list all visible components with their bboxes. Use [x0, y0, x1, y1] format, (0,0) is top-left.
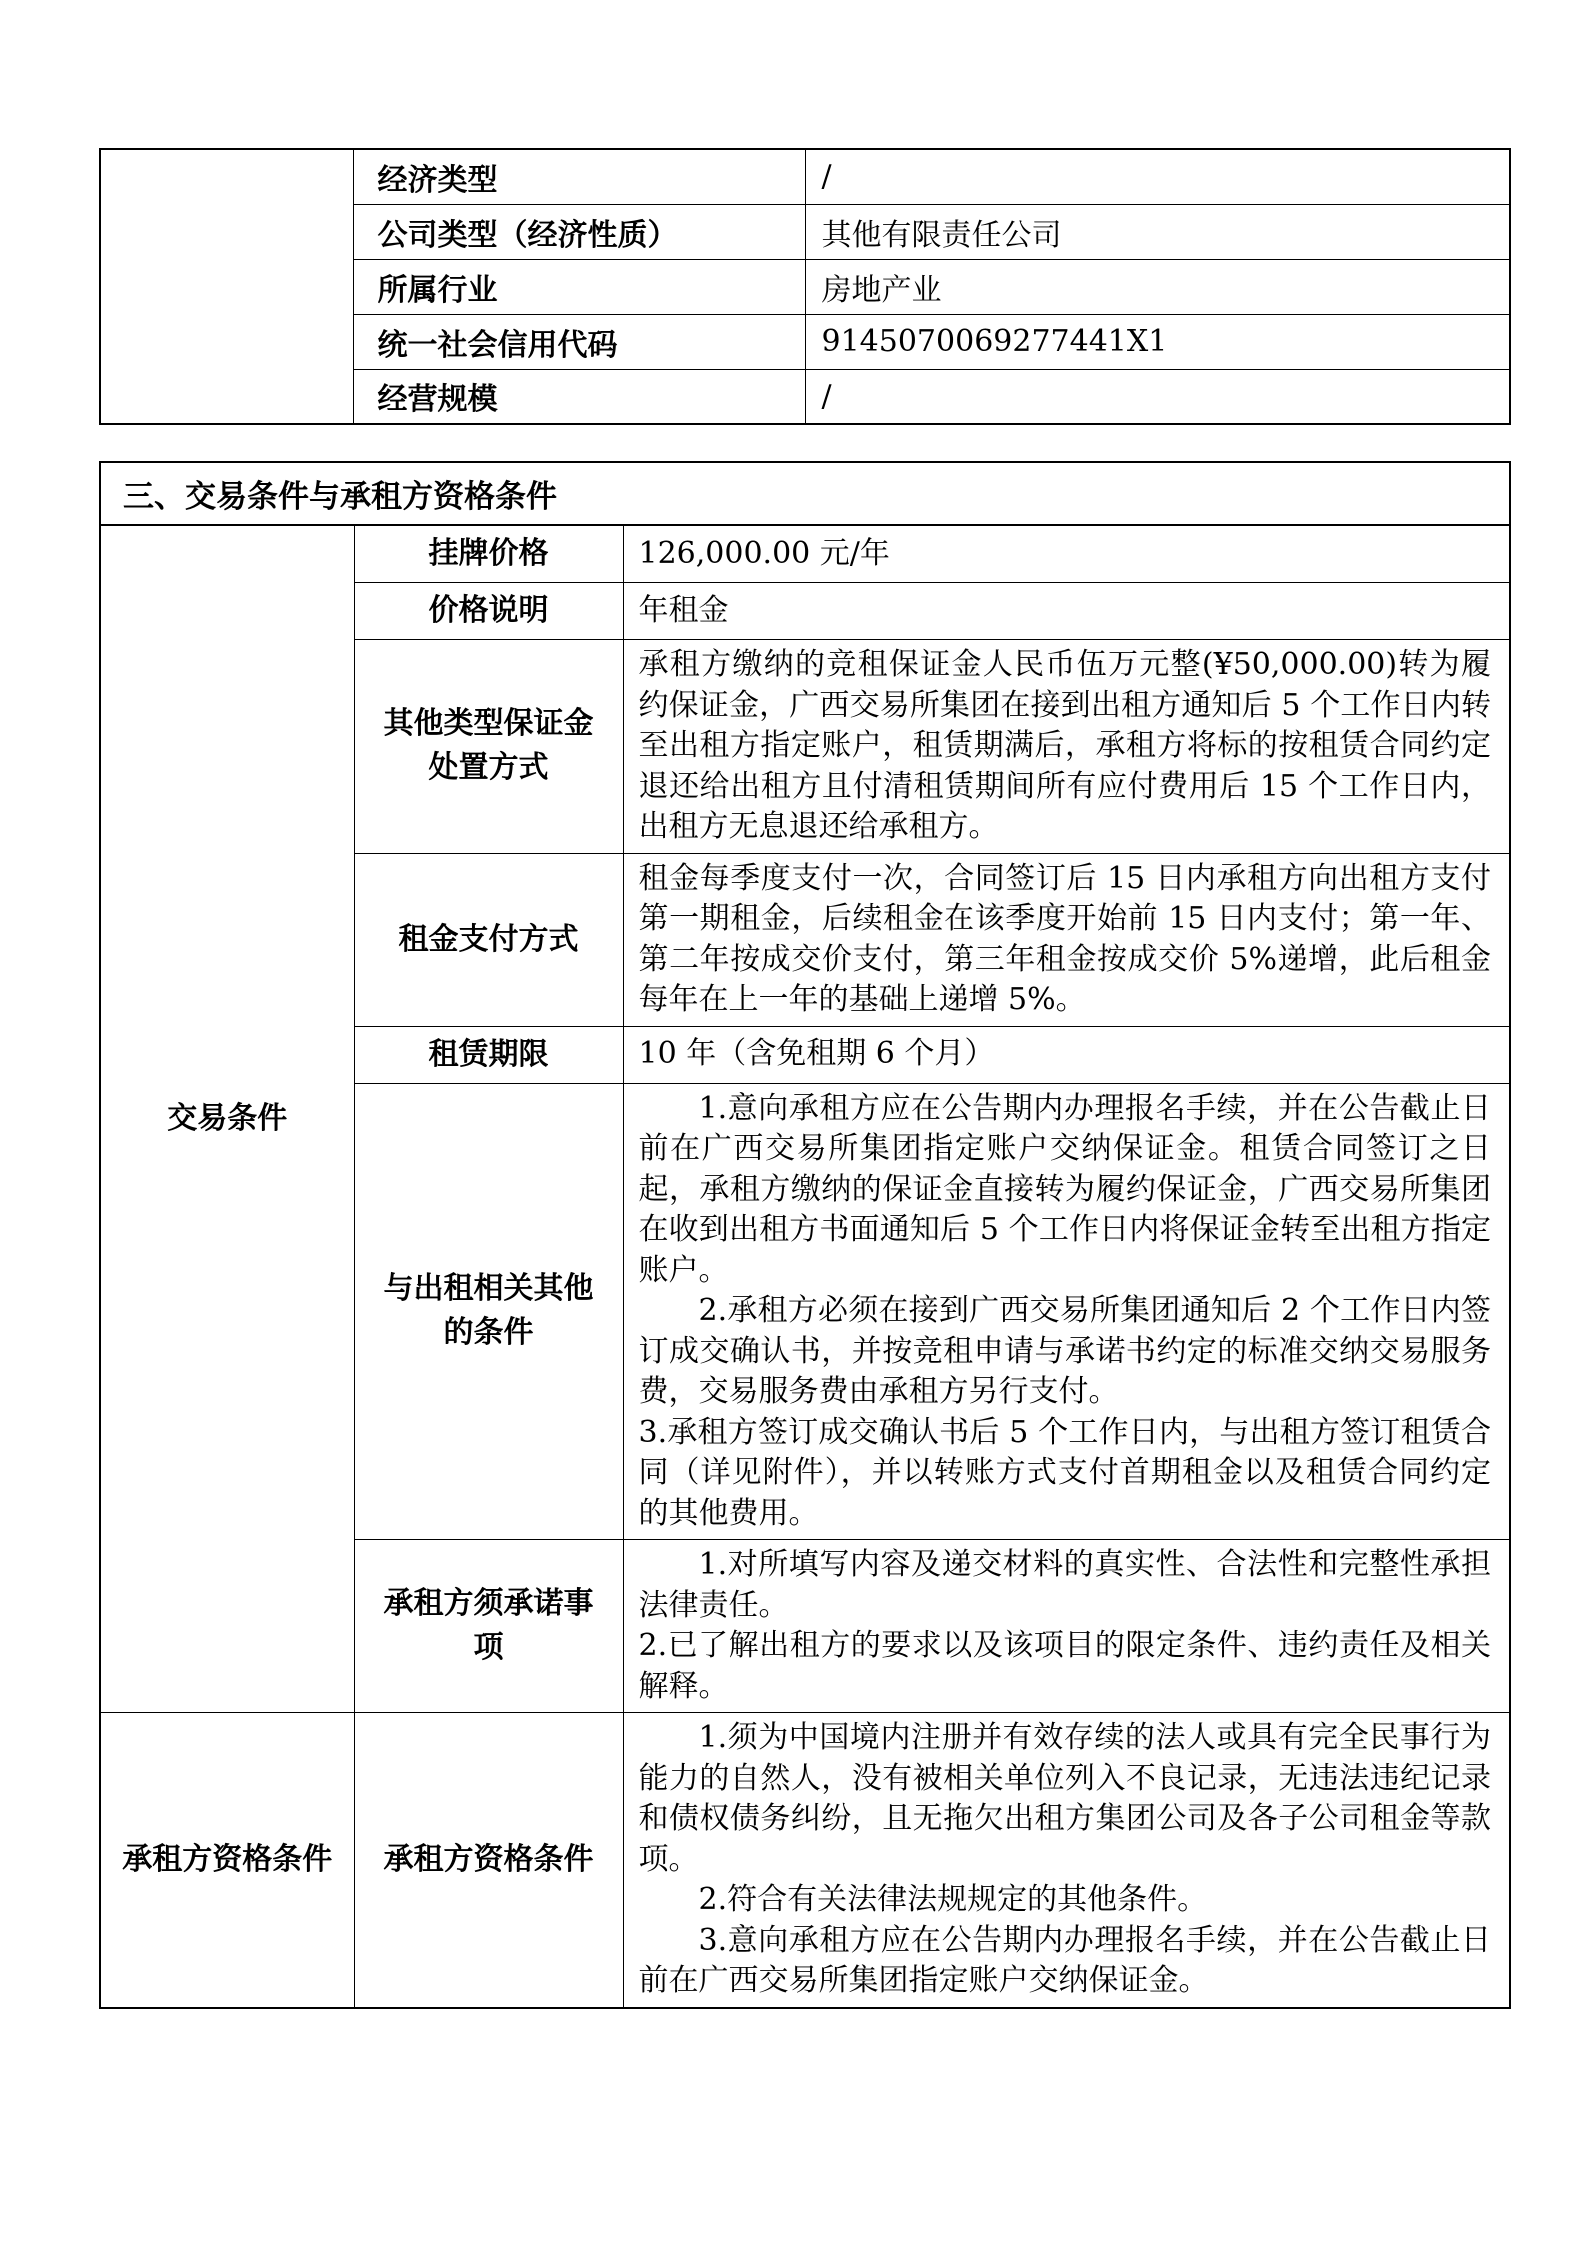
field-label-cell: 租赁期限	[354, 1026, 623, 1083]
value-paragraph: 3.承租方签订成交确认书后 5 个工作日内，与出租方签订租赁合同（详见附件），并以转账方式支付首期租金以及租赁合同约定的其他费用。	[638, 1414, 1491, 1531]
field-label-cell: 承租方资格条件	[354, 1713, 623, 2008]
field-value-cell: /	[805, 369, 1510, 424]
field-label-cell: 经营规模	[353, 369, 805, 424]
table-row	[100, 1713, 1510, 2008]
value-paragraph: 1.意向承租方应在公告期内办理报名手续，并在公告截止日前在广西交易所集团指定账户交纳保证金。租赁合同签订之日起，承租方缴纳的保证金直接转为履约保证金，广西交易所集团在收到出租方书面通知后 5 个工作日内将保证金转至出租方指定账户。	[638, 1090, 1491, 1288]
field-label-cell: 公司类型（经济性质）	[353, 204, 805, 259]
field-value-cell	[623, 1713, 1510, 2008]
field-value-cell	[623, 1540, 1510, 1713]
value-paragraph: 1.须为中国境内注册并有效存续的法人或具有完全民事行为能力的自然人，没有被相关单位列入不良记录，无违法违纪记录和债权债务纠纷，且无拖欠出租方集团公司及各子公司租金等款项。	[638, 1720, 1491, 1877]
field-value-cell	[623, 1026, 1510, 1083]
value-paragraph: 10 年（含免租期 6 个月）	[638, 1036, 995, 1072]
field-value-cell: 房地产业	[805, 259, 1510, 314]
table-row	[100, 149, 1510, 204]
transaction-conditions-table	[99, 461, 1511, 2009]
value-paragraph: 租金每季度支付一次，合同签订后 15 日内承租方向出租方支付第一期租金，后续租金在该季度开始前 15 日内支付；第一年、第二年按成交价支付，第三年租金按成交价 5%递增，此后租金每年在上一年的基础上递增 5%。	[638, 860, 1491, 1017]
field-label-cell: 统一社会信用代码	[353, 314, 805, 369]
field-value-cell	[623, 853, 1510, 1026]
value-paragraph: 承租方缴纳的竞租保证金人民币伍万元整(¥50,000.00)转为履约保证金，广西交易所集团在接到出租方通知后 5 个工作日内转至出租方指定账户，租赁期满后，承租方将标的按租赁合同约定退还给出租方且付清租赁期间所有应付费用后 15 个工作日内，出租方无息退还给承租方。	[638, 647, 1491, 844]
field-value-cell	[623, 640, 1510, 854]
field-label-cell: 承租方须承诺事项	[354, 1540, 623, 1713]
table-row	[100, 525, 1510, 583]
empty-group-cell	[100, 149, 353, 424]
field-value-cell: 其他有限责任公司	[805, 204, 1510, 259]
field-label-cell: 挂牌价格	[354, 525, 623, 583]
value-paragraph: 年租金	[638, 592, 729, 628]
value-paragraph: 126,000.00 元/年	[638, 535, 890, 571]
field-value-cell	[623, 583, 1510, 640]
group-label-cell: 交易条件	[100, 525, 354, 1713]
value-paragraph: 2.已了解出租方的要求以及该项目的限定条件、违约责任及相关解释。	[638, 1628, 1491, 1704]
field-value-cell: 9145070069277441X1	[805, 314, 1510, 369]
section-title: 三、交易条件与承租方资格条件	[100, 462, 1510, 525]
group-label-cell: 承租方资格条件	[100, 1713, 354, 2008]
value-paragraph: 3.意向承租方应在公告期内办理报名手续，并在公告截止日前在广西交易所集团指定账户交纳保证金。	[638, 1922, 1491, 1998]
field-value-cell	[623, 1083, 1510, 1540]
field-label-cell: 经济类型	[353, 149, 805, 204]
value-paragraph: 2.符合有关法律法规规定的其他条件。	[698, 1882, 1208, 1917]
field-label-cell: 价格说明	[354, 583, 623, 640]
field-label-cell: 与出租相关其他的条件	[354, 1083, 623, 1540]
field-label-cell: 其他类型保证金处置方式	[354, 640, 623, 854]
company-info-table	[99, 148, 1511, 425]
value-paragraph: 1.对所填写内容及递交材料的真实性、合法性和完整性承担法律责任。	[638, 1547, 1491, 1623]
field-value-cell: /	[805, 149, 1510, 204]
value-paragraph: 2.承租方必须在接到广西交易所集团通知后 2 个工作日内签订成交确认书，并按竞租申请与承诺书约定的标准交纳交易服务费，交易服务费由承租方另行支付。	[638, 1293, 1491, 1409]
field-label-cell: 所属行业	[353, 259, 805, 314]
field-value-cell	[623, 525, 1510, 583]
section-header-row	[100, 462, 1510, 525]
field-label-cell: 租金支付方式	[354, 853, 623, 1026]
